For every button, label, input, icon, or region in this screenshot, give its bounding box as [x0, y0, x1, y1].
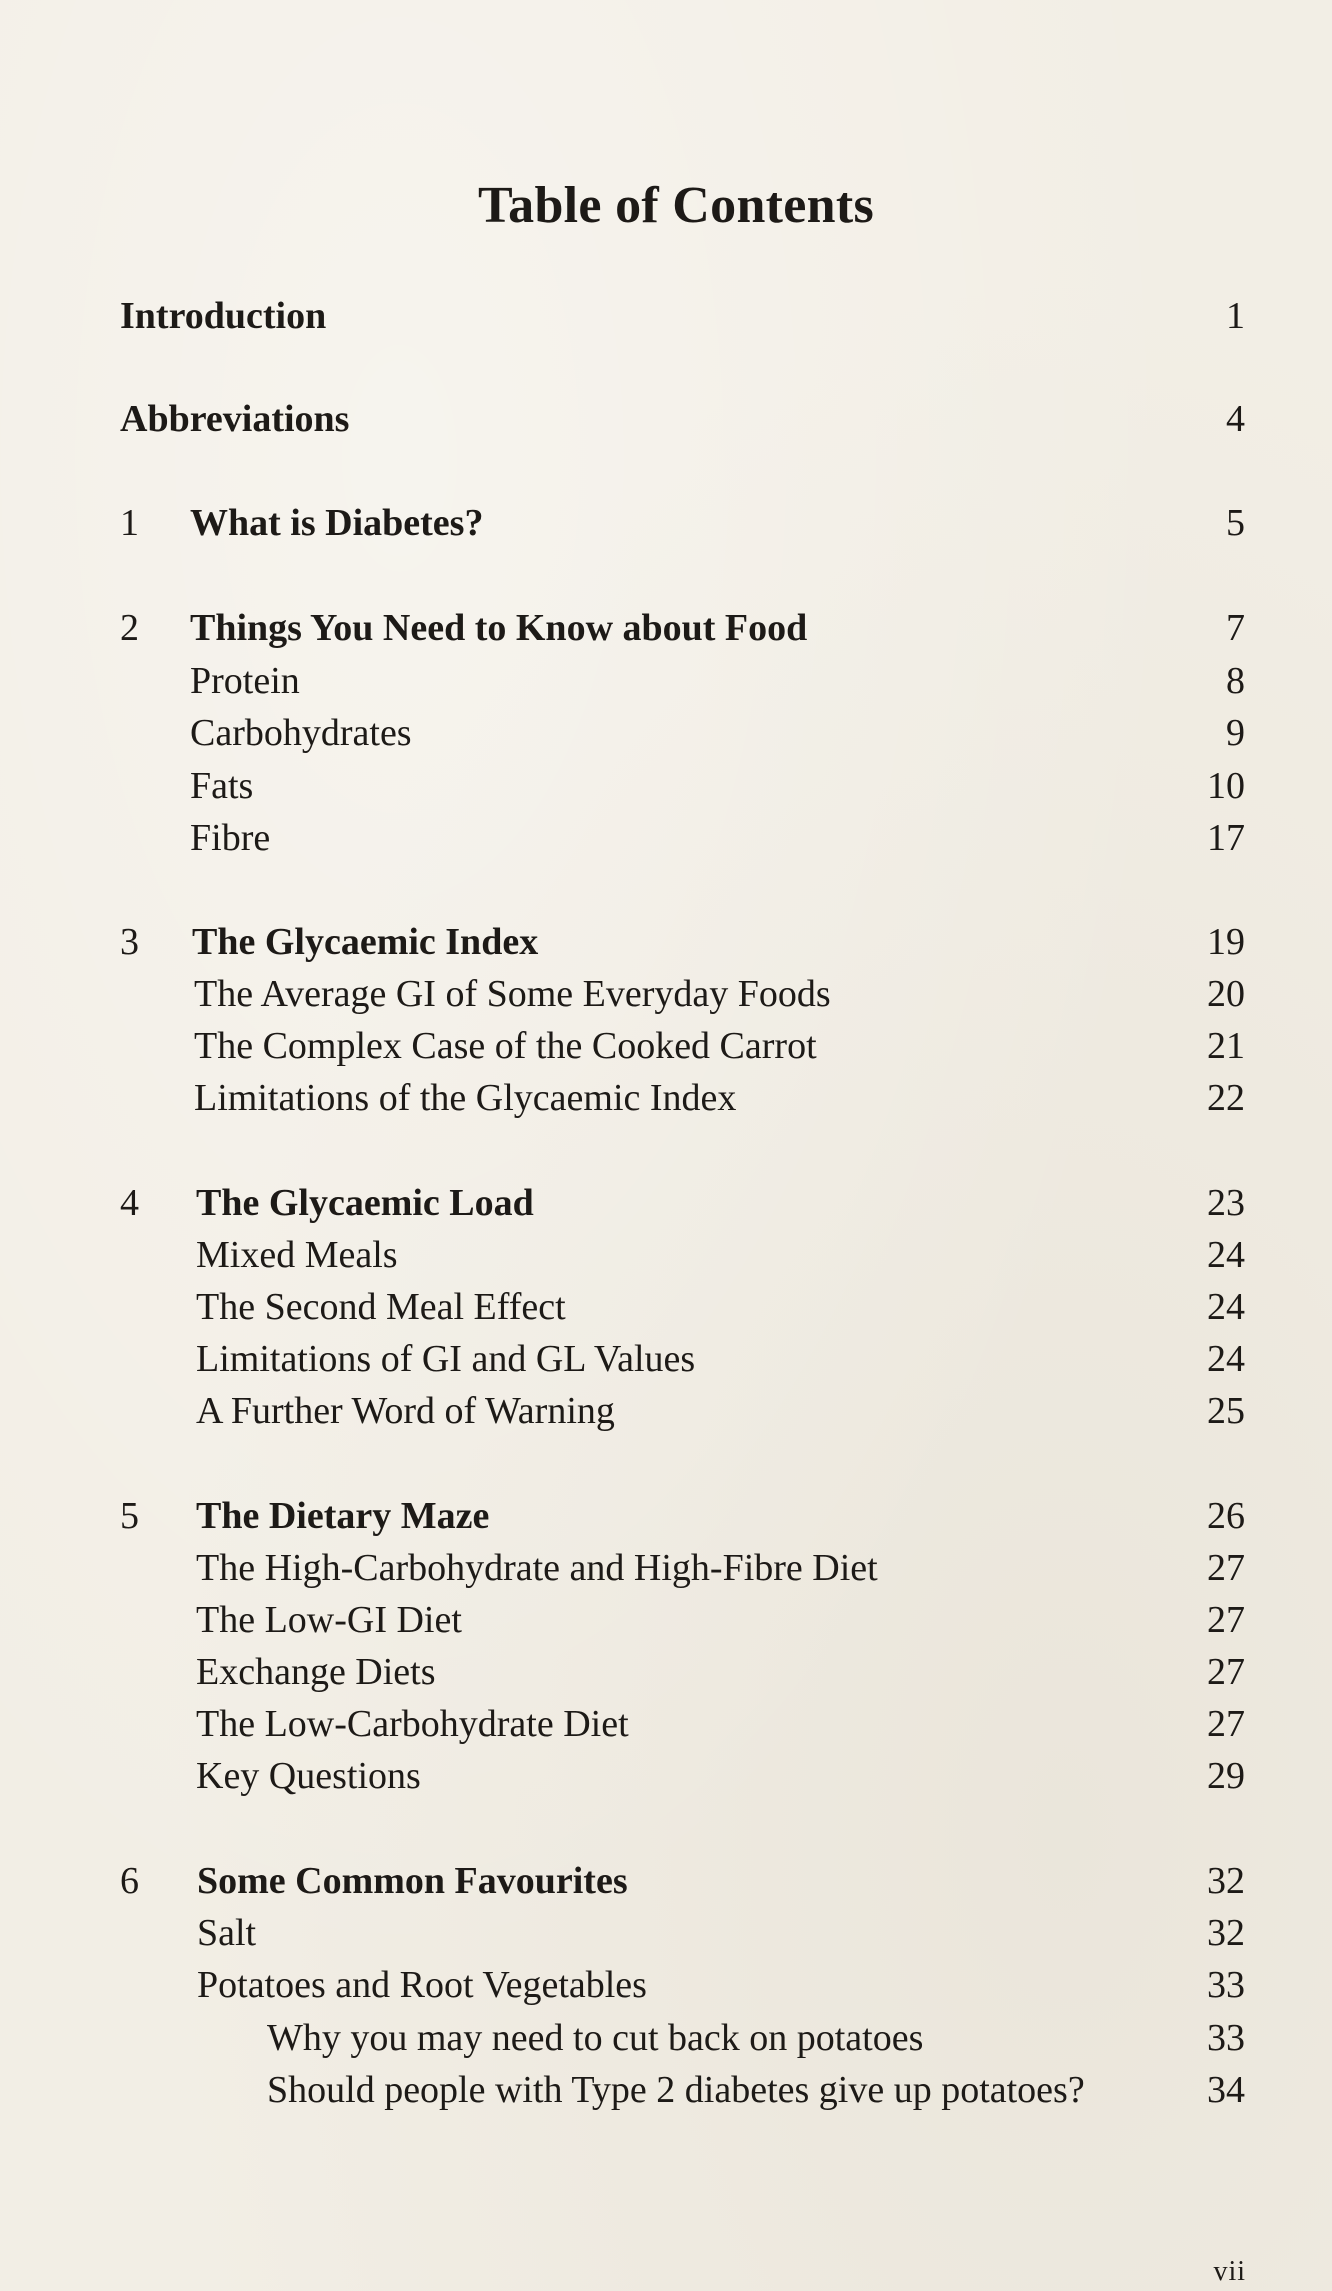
entry-title: Potatoes and Root Vegetables: [197, 1964, 647, 2006]
chapter-number: 3: [120, 921, 139, 963]
entry-title: Fats: [190, 765, 254, 807]
page-number: 21: [1207, 1025, 1245, 1067]
page-number: 27: [1207, 1651, 1245, 1693]
entry-title: The High-Carbohydrate and High-Fibre Diet: [196, 1547, 878, 1589]
page-number: 27: [1207, 1547, 1245, 1589]
toc-entry: [120, 655, 1245, 707]
toc-entry: [120, 1020, 1245, 1072]
toc-entry: [120, 2064, 1245, 2116]
entry-title: Protein: [190, 660, 300, 702]
entry-title: Fibre: [190, 817, 271, 859]
toc-entry: [120, 1177, 1245, 1229]
toc-entry: [120, 707, 1245, 759]
page-number: 10: [1207, 765, 1245, 807]
toc-entry: [120, 497, 1245, 549]
page-folio: vii: [1213, 2256, 1246, 2287]
toc-entry: [120, 2012, 1245, 2064]
chapter-number: 2: [120, 607, 139, 649]
page-number: 26: [1207, 1495, 1245, 1537]
page-number: 32: [1207, 1860, 1245, 1902]
chapter-number: 1: [120, 502, 139, 544]
chapter-number: 5: [120, 1495, 139, 1537]
entry-title: The Glycaemic Load: [196, 1182, 534, 1224]
entry-title: Limitations of the Glycaemic Index: [194, 1077, 737, 1119]
entry-title: Key Questions: [196, 1755, 421, 1797]
toc-entry: [120, 916, 1245, 968]
page-number: 22: [1207, 1077, 1245, 1119]
entry-title: The Dietary Maze: [196, 1495, 490, 1537]
page-number: 25: [1207, 1390, 1245, 1432]
page-number: 23: [1207, 1182, 1245, 1224]
toc-entry: [120, 1646, 1245, 1698]
toc-entry: [120, 1594, 1245, 1646]
page-number: 33: [1207, 1964, 1245, 2006]
entry-title: Limitations of GI and GL Values: [196, 1338, 696, 1380]
page-number: 7: [1226, 607, 1245, 649]
page-number: 33: [1207, 2017, 1245, 2059]
entry-title: The Complex Case of the Cooked Carrot: [194, 1025, 817, 1067]
toc-entry: [120, 1333, 1245, 1385]
page-number: 27: [1207, 1599, 1245, 1641]
toc-entry: [120, 1907, 1245, 1959]
toc-entry: [120, 1959, 1245, 2011]
page-number: 32: [1207, 1912, 1245, 1954]
entry-title: Exchange Diets: [196, 1651, 436, 1693]
toc-entry: [120, 1385, 1245, 1437]
page-number: 29: [1207, 1755, 1245, 1797]
toc-entry: [120, 1698, 1245, 1750]
toc-entry: [120, 1542, 1245, 1594]
chapter-number: 4: [120, 1182, 139, 1224]
page-number: 24: [1207, 1338, 1245, 1380]
page-number: 4: [1226, 398, 1245, 440]
page-number: 17: [1207, 817, 1245, 859]
toc-entry: [120, 1750, 1245, 1802]
toc-entry: [120, 968, 1245, 1020]
page-number: 34: [1207, 2069, 1245, 2111]
page-title: Table of Contents: [477, 177, 875, 234]
entry-title: Mixed Meals: [196, 1234, 398, 1276]
toc-entry: [120, 1229, 1245, 1281]
toc-entry: [120, 393, 1245, 445]
toc-entry: [120, 1072, 1245, 1124]
toc-entry: [120, 290, 1245, 342]
page-number: 27: [1207, 1703, 1245, 1745]
page-number: 5: [1226, 502, 1245, 544]
entry-title: Why you may need to cut back on potatoes: [267, 2017, 924, 2059]
entry-title: The Low-GI Diet: [196, 1599, 462, 1641]
page-number: 1: [1226, 295, 1245, 337]
entry-title: What is Diabetes?: [190, 502, 484, 544]
page-number: 19: [1207, 921, 1245, 963]
entry-title: The Second Meal Effect: [196, 1286, 566, 1328]
page-number: 24: [1207, 1286, 1245, 1328]
entry-title: A Further Word of Warning: [196, 1390, 615, 1432]
page-number: 8: [1226, 660, 1245, 702]
entry-title: The Low-Carbohydrate Diet: [196, 1703, 629, 1745]
entry-title: Abbreviations: [120, 398, 350, 440]
toc-entry: [120, 1281, 1245, 1333]
page-number: 20: [1207, 973, 1245, 1015]
entry-title: Introduction: [120, 295, 327, 337]
entry-title: Carbohydrates: [190, 712, 412, 754]
entry-title: Some Common Favourites: [197, 1860, 628, 1902]
page-number: 9: [1226, 712, 1245, 754]
entry-title: The Glycaemic Index: [192, 921, 539, 963]
page-number: 24: [1207, 1234, 1245, 1276]
toc-entry: [120, 602, 1245, 654]
toc-entry: [120, 812, 1245, 864]
toc-entry: [120, 1490, 1245, 1542]
entry-title: Salt: [197, 1912, 257, 1954]
chapter-number: 6: [120, 1860, 139, 1902]
entry-title: The Average GI of Some Everyday Foods: [194, 973, 831, 1015]
toc-entry: [120, 1855, 1245, 1907]
toc-entry: [120, 760, 1245, 812]
entry-title: Things You Need to Know about Food: [190, 607, 808, 649]
entry-title: Should people with Type 2 diabetes give up potatoes?: [267, 2069, 1085, 2111]
